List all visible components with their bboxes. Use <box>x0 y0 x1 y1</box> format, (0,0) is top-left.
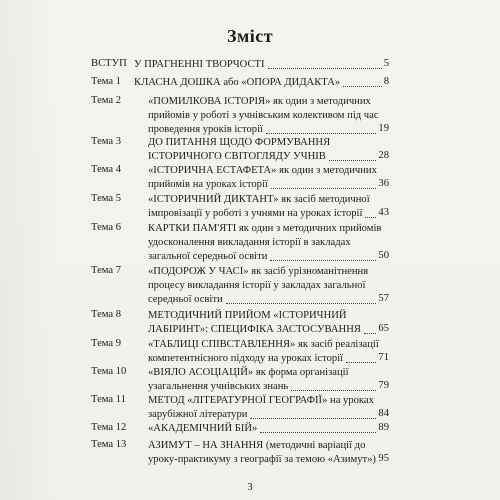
toc-entry-text: У ПРАГНЕННІ ТВОРЧОСТІ <box>134 59 265 70</box>
toc-page-number: 84 <box>378 408 389 419</box>
toc-entry-text: «ВІЯЛО АСОЦІАЦІЙ» як форма організації <box>148 367 349 378</box>
toc-entry-text: ЛАБІРИНТ»: СПЕЦИФІКА ЗАСТОСУВАННЯ <box>148 324 361 335</box>
dot-leader <box>226 303 377 304</box>
toc-entry-text: «ІСТОРИЧНА ЕСТАФЕТА» як один з методичних <box>148 165 377 176</box>
toc-entry-text: удосконалення викладання історії в закладах <box>148 237 351 248</box>
toc-entry-label: Тема 4 <box>91 164 122 175</box>
toc-page-number: 43 <box>378 207 389 218</box>
toc-page-number: 65 <box>378 323 389 334</box>
toc-entry-text: компетентнісного підходу на уроках історії <box>148 353 344 364</box>
toc-entry-label: Тема 11 <box>91 394 126 405</box>
dot-leader <box>271 188 377 189</box>
toc-entry-label: Тема 3 <box>91 136 122 147</box>
toc-entry-text: АЗИМУТ – НА ЗНАННЯ (методичні варіації до <box>148 440 366 451</box>
toc-page-number: 57 <box>378 293 389 304</box>
toc-entry-label: Тема 1 <box>91 76 122 87</box>
toc-entry-text: «АКАДЕМІЧНИЙ БІЙ» <box>148 423 258 434</box>
toc-entry-label: Тема 12 <box>91 422 127 433</box>
toc-entry-text: зарубіжної літератури <box>148 409 248 420</box>
toc-page-number: 8 <box>383 76 389 87</box>
toc-entry-label: ВСТУП <box>91 58 127 69</box>
dot-leader <box>270 260 376 261</box>
dot-leader <box>329 160 377 161</box>
toc-entry-label: Тема 13 <box>91 439 127 450</box>
toc-entry-text: процесу викладання історії у закладах загальної <box>148 280 366 291</box>
dot-leader <box>260 432 376 433</box>
toc-entry-text: МЕТОД «ЛІТЕРАТУРНОЇ ГЕОГРАФІЇ» на уроках <box>148 395 374 406</box>
dot-leader <box>364 333 376 334</box>
toc-entry-label: Тема 5 <box>91 193 122 204</box>
toc-page-number: 79 <box>378 380 389 391</box>
toc-entry-label: Тема 8 <box>91 309 122 320</box>
toc-entry-text: «ТАБЛИЦІ СПІВСТАВЛЕННЯ» як засіб реалізації <box>148 339 379 350</box>
toc-page-number: 28 <box>378 150 389 161</box>
toc-page-number: 50 <box>378 250 389 261</box>
toc-entry-text: прийомів у роботі з учнівським колективом під час <box>148 110 379 121</box>
toc-entry-label: Тема 2 <box>91 95 122 106</box>
dot-leader <box>291 390 376 391</box>
toc-entry-text: КАРТКИ ПАМ'ЯТІ як один з методичних прийомів <box>148 223 382 234</box>
toc-page-number: 95 <box>378 453 389 464</box>
toc-entry-text: прийомів на уроках історії <box>148 179 268 190</box>
toc-page-number: 71 <box>378 352 389 363</box>
toc-entry-text: проведення уроків історії <box>148 124 263 135</box>
toc-entry-label: Тема 10 <box>91 366 127 377</box>
toc-entry-text: ДО ПИТАННЯ ЩОДО ФОРМУВАННЯ <box>148 137 331 148</box>
toc-entry-text: МЕТОДИЧНИЙ ПРИЙОМ «ІСТОРИЧНИЙ <box>148 310 347 321</box>
toc-title: Зміст <box>226 26 274 46</box>
toc-entry-text: «ПОМИЛКОВА ІСТОРІЯ» як один з методичних <box>148 96 371 107</box>
toc-entry-text: узагальнення учнівських знань <box>148 381 289 392</box>
dot-leader <box>266 133 376 134</box>
toc-entry-text: середньої освіти <box>148 294 223 305</box>
toc-entry-label: Тема 6 <box>91 222 122 233</box>
toc-entry-text: імпровізації у роботі з учнями на уроках історії <box>148 208 363 219</box>
toc-page-number: 89 <box>378 422 389 433</box>
dot-leader <box>343 86 382 87</box>
toc-entry-text: КЛАСНА ДОШКА або «ОПОРА ДИДАКТА» <box>134 77 341 88</box>
dot-leader <box>250 418 376 419</box>
toc-page-number: 5 <box>383 58 389 69</box>
toc-entry-text: ІСТОРИЧНОГО СВІТОГЛЯДУ УЧНІВ <box>148 151 326 162</box>
dot-leader <box>268 68 382 69</box>
toc-entry-text: загальної середньої освіти <box>148 251 268 262</box>
dot-leader <box>365 217 376 218</box>
toc-page-number: 19 <box>378 123 389 134</box>
toc-entry-label: Тема 9 <box>91 338 122 349</box>
toc-entry-text: «ІСТОРИЧНИЙ ДИКТАНТ» як засіб методичної <box>148 194 370 205</box>
page-number: 3 <box>247 482 253 493</box>
toc-entry-label: Тема 7 <box>91 265 122 276</box>
toc-entry-text: «ПОДОРОЖ У ЧАСІ» як засіб урізноманітнення <box>148 266 369 277</box>
toc-entry-text: уроку-практикуму з географії за темою «Азимут») <box>148 454 376 465</box>
dot-leader <box>346 362 376 363</box>
toc-page-number: 36 <box>378 178 389 189</box>
